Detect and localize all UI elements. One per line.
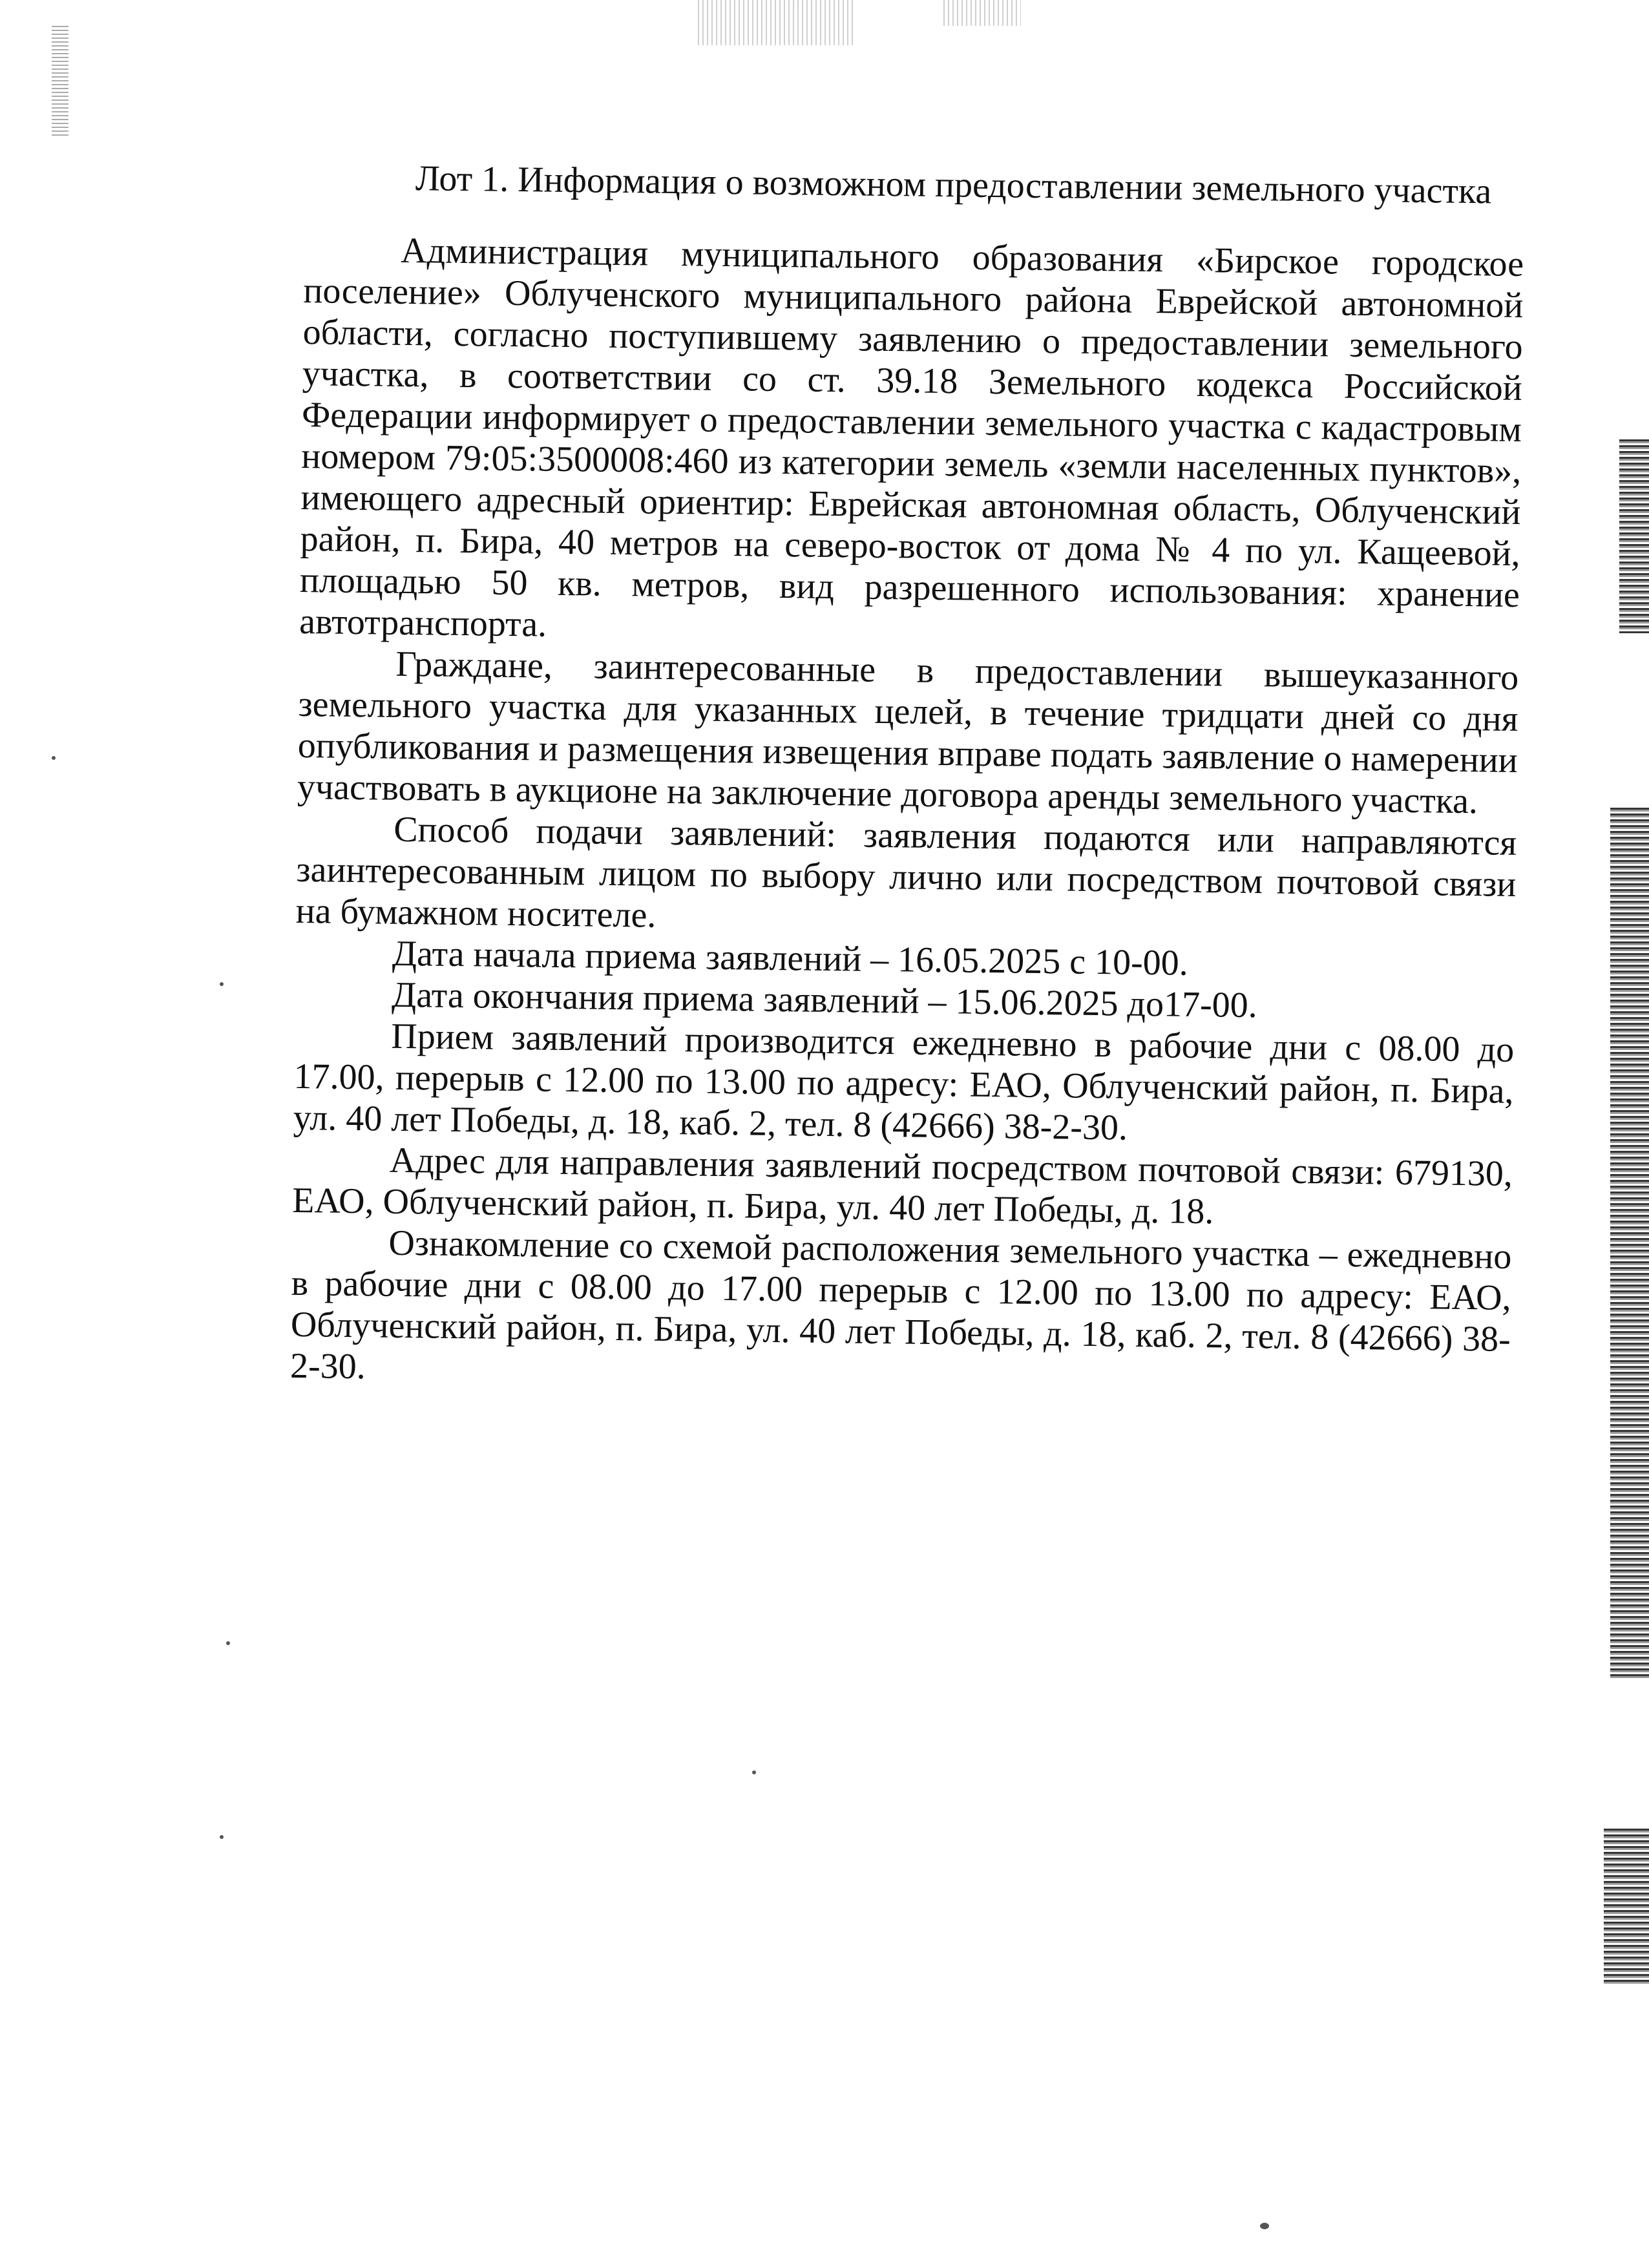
scan-speck: [752, 1770, 756, 1774]
paragraph-end-date: Дата окончания приема заявлений – 15.06.2025 до17-00.: [391, 974, 1258, 1026]
scan-speck: [226, 1641, 230, 1645]
paragraph-start-date: Дата начала приема заявлений – 16.05.2025 с 10-00.: [392, 933, 1189, 983]
paragraph-mail-address: Адрес для направления заявлений посредством почтовой связи: 679130, ЕАО, Облученский район, п. Бира, ул. 40 лет Победы, д. 18.: [291, 1140, 1513, 1232]
paragraph-citizens: Граждане, заинтересованные в предоставлении вышеуказанного земельного участка для указанных целей, в течение тридцати дней со дня опубликования и размещения извещения вправе подать заявление о намерении участвовать в аукционе на заключение договора аренды земельного участка.: [297, 644, 1519, 822]
scan-speck: [1260, 2223, 1269, 2229]
scan-artifact-right-1: [1619, 439, 1649, 633]
scan-speck: [220, 982, 224, 986]
scan-artifact-right-2: [1610, 808, 1649, 1680]
scan-artifact-top: [698, 0, 853, 45]
scan-artifact-right-3: [1604, 1829, 1649, 1984]
document-title: Лот 1. Информация о возможном предоставлении земельного участка: [415, 158, 1492, 212]
paragraph-reception-hours: Прием заявлений производится ежедневно в рабочие дни с 08.00 до 17.00, перерыв с 12.00 по 13.00 по адресу: ЕАО, Облученский район, п. Бира, ул. 40 лет Победы, д. 18, каб. 2, тел. 8 (42666) 38-2-30.: [293, 1016, 1515, 1148]
scan-speck: [52, 756, 56, 760]
document-body: [290, 156, 1525, 1402]
scan-artifact-left: [52, 26, 68, 136]
paragraph-submission-method: Способ подачи заявлений: заявления подаются или направляются заинтересованным лицом по выбору лично или посредством почтовой связи на бумажном носителе.: [295, 809, 1517, 936]
scan-speck: [220, 1835, 224, 1839]
paragraph-scheme-review: Ознакомление со схемой расположения земельного участка – ежедневно в рабочие дни с 08.00 до 17.00 перерыв с 12.00 по 13.00 по адресу: ЕАО, Облученский район, п. Бира, ул. 40 лет Победы, д. 18, каб. 2, тел. 8 (42666) 38-2-30.: [289, 1223, 1512, 1387]
paragraph-administration: Администрация муниципального образования «Бирское городское поселение» Облученского муниципального района Еврейской автономной области, согласно поступившему заявлению о предоставлении земельного участка, в соответствии со ст. 39.18 Земельного кодекса Российской Федерации информирует о предоставлении земельного участка с кадастровым номером 79:05:3500008:460 из категории земель «земли населенных пунктов», имеющего адресный ориентир: Еврейская автономная область, Облученский район, п. Бира, 40 метров на северо-восток от дома № 4 по ул. Кащеевой, площадью 50 кв. метров, вид разрешенного использования: хранение автотранспорта.: [299, 230, 1524, 645]
scan-artifact-top-right: [943, 0, 1021, 26]
